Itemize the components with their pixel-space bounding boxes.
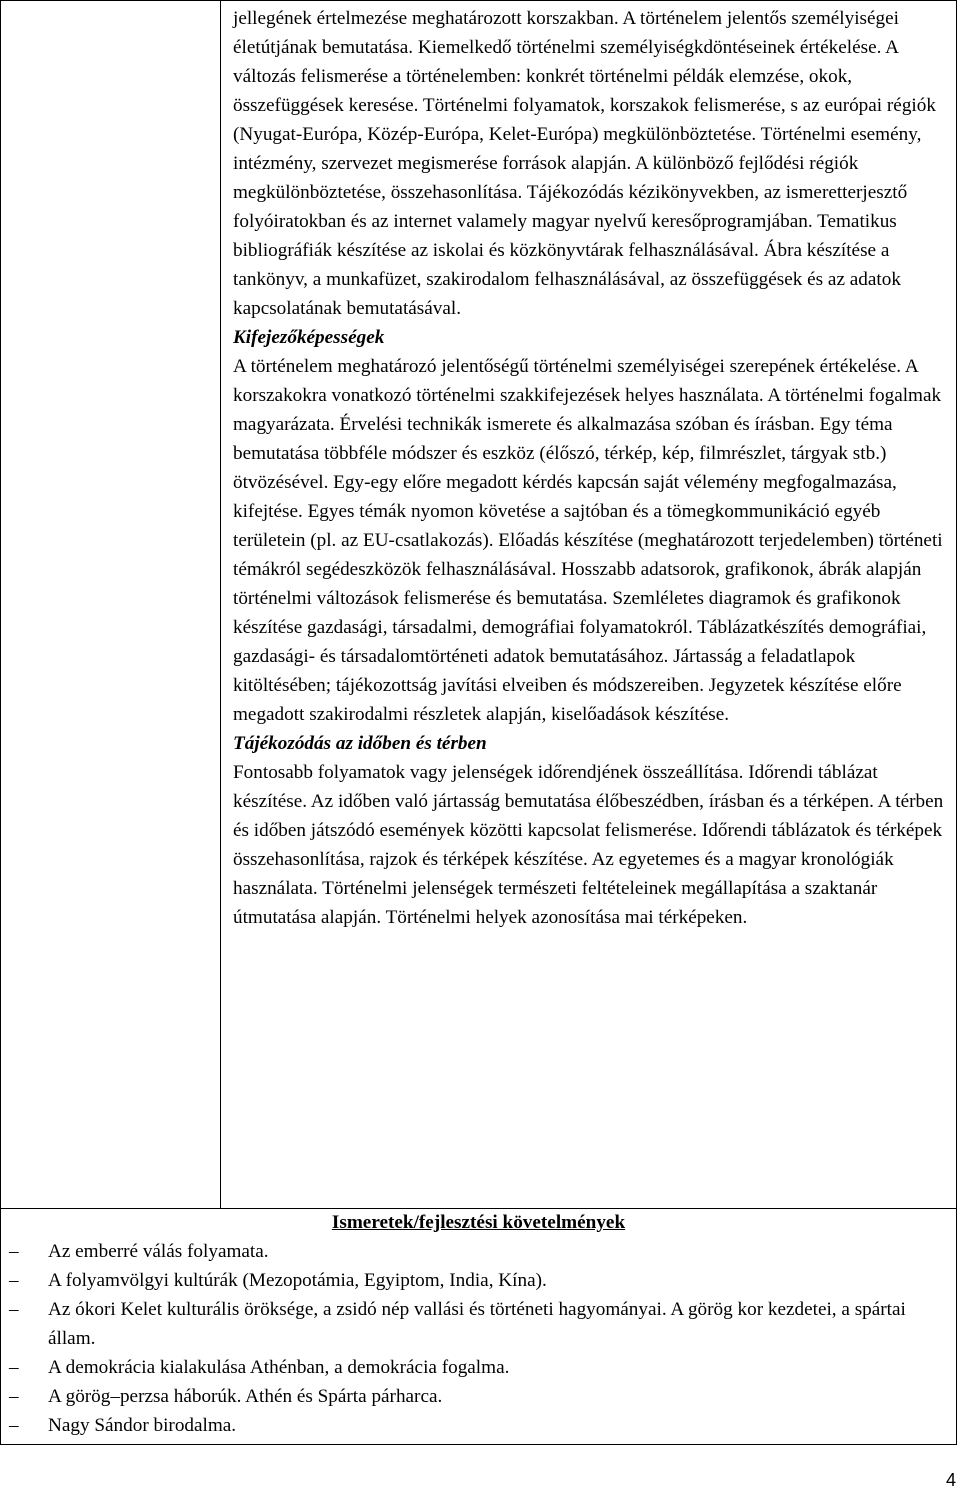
content-row xyxy=(1,1,957,1209)
list-item-text: A folyamvölgyi kultúrák (Mezopotámia, Egyiptom, India, Kína). xyxy=(48,1270,547,1291)
list-item-text: Az ókori Kelet kulturális öröksége, a zsidó nép vallási és történeti hagyományai. A görög kor kezdetei, a spártai állam. xyxy=(48,1299,906,1349)
expression-skills-paragraph: A történelem meghatározó jelentőségű történelmi személyiségei szerepének értékelése. A korszakokra vonatkozó történelmi szakkifejezések helyes használata. A történelmi fogalmak magyarázata. Érvelési technikák ismerete és alkalmazása szóban és írásban. Egy téma bemutatása többféle módszer és eszköz (élőszó, térkép, kép, filmrészlet, tárgyak stb.) ötvözésével. Egy-egy előre megadott kérdés kapcsán saját vélemény megfogalmazása, kifejtése. Egyes témák nyomon követése a sajtóban és a tömegkommunikáció egyéb területein (pl. az EU-csatlakozás). Előadás készítése (meghatározott terjedelemben) történeti témákról segédeszközök felhasználásával. Hosszabb adatsorok, grafikonok, ábrák alapján történelmi változások felismerése és bemutatása. Szemléletes diagramok és grafikonok készítése gazdasági, társadalmi, demográfiai folyamatokról. Táblázatkészítés demográfiai, gazdasági- és társadalomtörténeti adatok bemutatásához. Jártasság a feladatlapok kitöltésében; tájékozottság javítási elveiben és módszereiben. Jegyzetek készítése előre megadott szakirodalmi részletek alapján, kiselőadások készítése. xyxy=(233,356,943,725)
requirements-list xyxy=(7,1237,950,1440)
list-item-text: Az emberré válás folyamata. xyxy=(48,1241,269,1262)
orientation-paragraph: Fontosabb folyamatok vagy jelenségek időrendjének összeállítása. Időrendi táblázat készítése. Az időben való jártasság bemutatása élőbeszédben, írásban és a térképen. A térben és időben játszódó események közötti kapcsolat felismerése. Időrendi táblázatok és térképek összehasonlítása, rajzok és térképek készítése. Az egyetemes és a magyar kronológiák használata. Történelmi jelenségek természeti feltételeinek megállapítása a szaktanár útmutatása alapján. Történelmi helyek azonosítása mai térképeken. xyxy=(233,762,944,928)
page-number: 4 xyxy=(945,1470,956,1490)
list-item xyxy=(7,1382,950,1411)
list-item-text: A görög–perzsa háborúk. Athén és Spárta párharca. xyxy=(48,1386,443,1407)
requirements-title: Ismeretek/fejlesztési követelmények xyxy=(331,1212,626,1233)
requirements-cell xyxy=(1,1209,957,1445)
dash-bullet: – xyxy=(9,1241,19,1262)
description-cell xyxy=(221,1,957,1209)
empty-left-cell xyxy=(1,1,221,1209)
list-item-text: Nagy Sándor birodalma. xyxy=(48,1415,237,1436)
list-item-text: A demokrácia kialakulása Athénban, a demokrácia fogalma. xyxy=(48,1357,510,1378)
section-heading-kifejezokepessegek: Kifejezőképességek xyxy=(233,327,385,348)
list-item xyxy=(7,1266,950,1295)
dash-bullet: – xyxy=(9,1386,19,1407)
skills-paragraph: jellegének értelmezése meghatározott korszakban. A történelem jelentős személyiségei életútjának bemutatása. Kiemelkedő történelmi személyiségkdöntéseinek értékelése. A változás felismerése a történelemben: konkrét történelmi példák elemzése, okok, összefüggések keresése. Történelmi folyamatok, korszakok felismerése, s az európai régiók (Nyugat-Európa, Közép-Európa, Kelet-Európa) megkülönböztetése. Történelmi esemény, intézmény, szervezet megismerése források alapján. A különböző fejlődési régiók megkülönböztetése, összehasonlítása. Tájékozódás kézikönyvekben, az ismeretterjesztő folyóiratokban és az internet valamely magyar nyelvű keresőprogramjában. Tematikus bibliográfiák készítése az iskolai és közkönyvtárak felhasználásával. Ábra készítése a tankönyv, a munkafüzet, szakirodalom felhasználásával, az összefüggések és az adatok kapcsolatának bemutatásával. xyxy=(233,8,936,319)
list-item xyxy=(7,1295,950,1353)
dash-bullet: – xyxy=(9,1415,19,1436)
dash-bullet: – xyxy=(9,1299,19,1320)
section-heading-tajekozodas: Tájékozódás az időben és térben xyxy=(233,733,487,754)
list-item xyxy=(7,1353,950,1382)
requirements-row xyxy=(1,1209,957,1445)
list-item xyxy=(7,1237,950,1266)
dash-bullet: – xyxy=(9,1357,19,1378)
dash-bullet: – xyxy=(9,1270,19,1291)
list-item xyxy=(7,1411,950,1440)
